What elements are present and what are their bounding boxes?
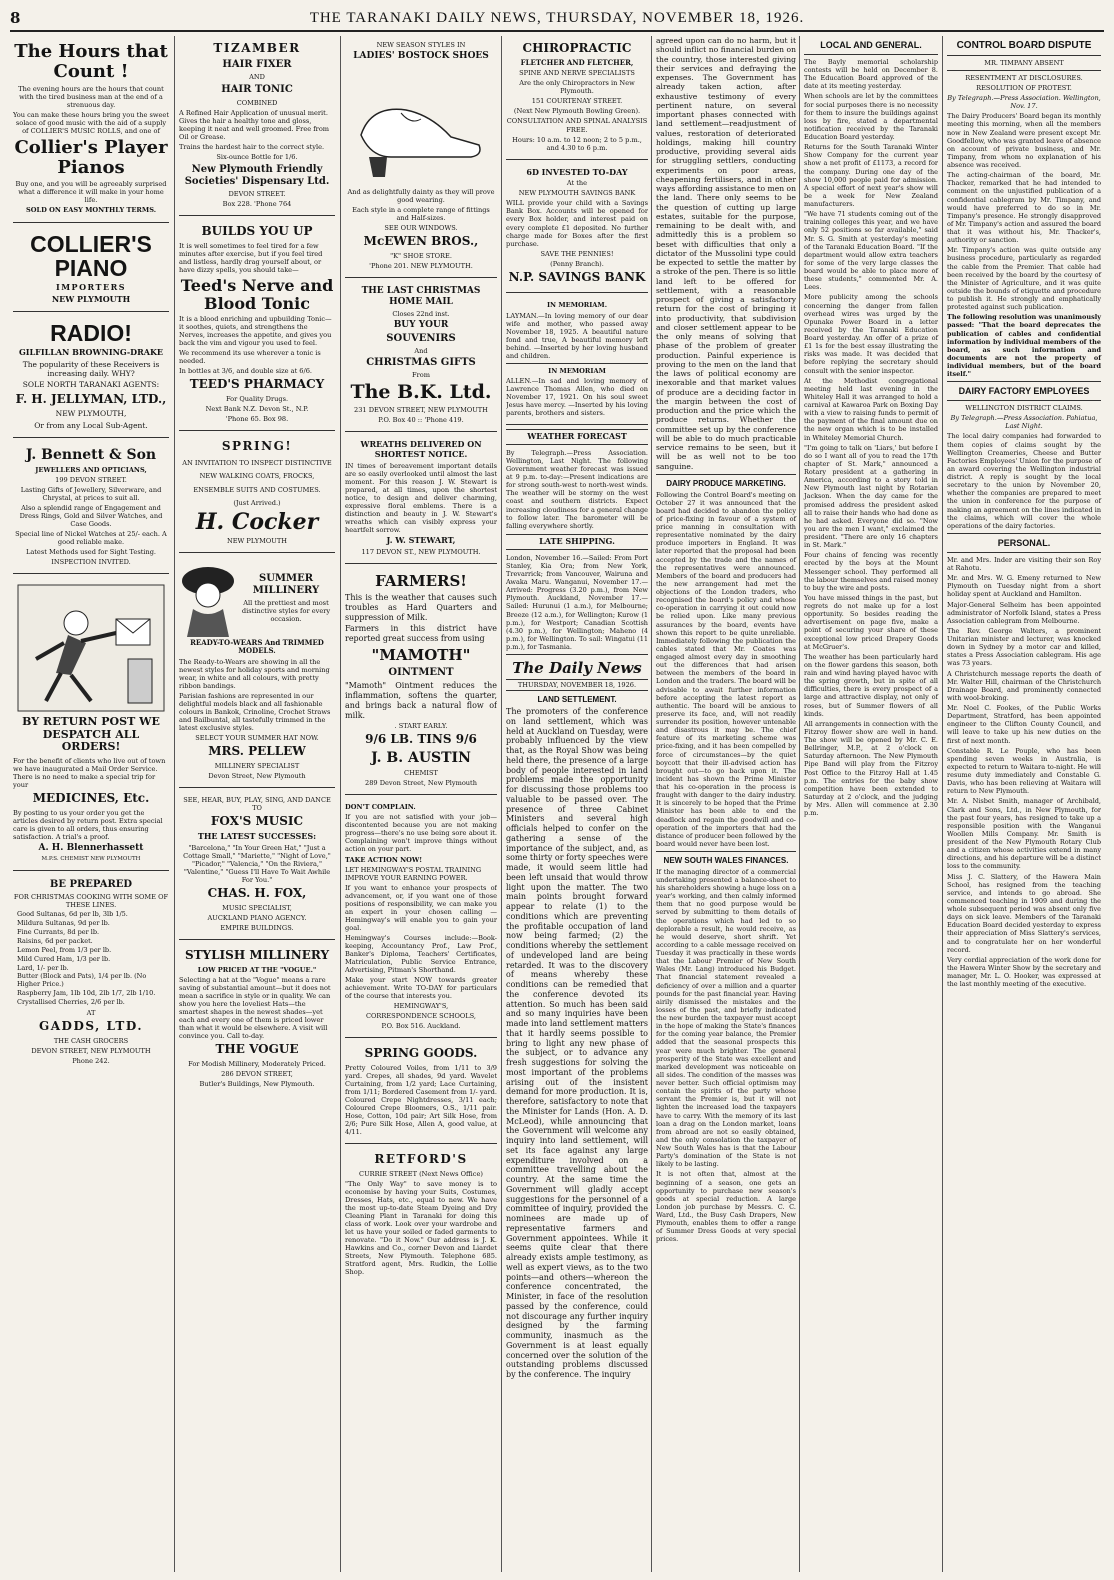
- ad-headline: SPRING GOODS.: [364, 1046, 478, 1061]
- editorial-nameplate: The Daily News: [512, 659, 642, 678]
- section-heading: PERSONAL.: [997, 537, 1051, 548]
- ad-headline: BE PREPARED: [49, 878, 133, 890]
- ad-text: This is the weather that causes such troubles as Hard Quarters and suppression of Milk.: [345, 593, 497, 622]
- list-item: Lard, 1/- per lb.: [17, 963, 69, 972]
- ad-text: "K" SHOE STORE.: [390, 251, 452, 260]
- ad-text: You can make these hours bring you the sweet solace of good music with the aid of a supply of COLLIER'S MUSIC ROLLS, and one of: [13, 110, 169, 135]
- ad-text: COMBINED: [236, 98, 278, 107]
- ad-brand: TIZAMBER: [213, 41, 301, 55]
- ad-text: Each style in a complete range of fittings and Half-sizes.: [352, 206, 490, 223]
- weather-forecast: [506, 429, 648, 530]
- ad-brand: New Plymouth Friendly Societies' Dispensary Ltd.: [184, 164, 330, 187]
- article-body: London, November 16.—Sailed: From Port Stanley, Kia Ora; from New York, Trevarrick; from Vancouver, Wairuna and Awaka Maru. Wanganui, November 17.—Arrived: Progress (3.20 p.m.), from New Plymouth. Auckland, November 17.—Sailed: Hurunui (1 a.m.), for Melbourne; Breeze (12 a.m.), for Wellington; Kurow (1 p.m.), for Westport; Canadian Scottish (4.30 p.m.), for Wellington; Maheno (4 p.m.), for Wellington. To sail: Wingatui (11 p.m.), for Tasmania.: [506, 553, 648, 651]
- mamoth-ointment-ad: [345, 567, 497, 795]
- ad-brand: FOX'S MUSIC: [210, 814, 304, 829]
- article-body: The Dairy Producers' Board began its monthly meeting this morning, when all the members now in New Zealand were present except Mr. Goodfellow, who was granted leave of absence on account of private business, and Mr. Timpany, from whom no explanation of his absence was received.: [947, 112, 1101, 170]
- ad-brand: J. Bennett & Son: [25, 446, 157, 463]
- blennerhassett-ad: [13, 577, 169, 871]
- article-body: It is not often that, almost at the beginning of a season, one gets an opportunity to purchase new season's goods at special reduction. A large London job purchase by Messrs. C. C. Ward, Ltd., the Busy Cash Drapers, New Plymouth, enables them to offer a range of Summer Dress Goods at very special prices.: [656, 1170, 796, 1244]
- ad-headline: SOUVENIRS: [386, 332, 456, 344]
- section-heading: WEATHER FORECAST: [506, 429, 648, 445]
- article-body: The acting-chairman of the board, Mr. Thacker, remarked that he had intended to comment on the unjustified publication of a confidential cablegram by Mr. Timpany, and would have preferred to do so in Mr. Timpany's presence. He strongly disapproved of Mr. Timpany's action and assured the board that it was without his, Mr. Thacker's, authority or sanction.: [947, 171, 1101, 245]
- ad-text: CONSULTATION AND SPINAL ANALYSIS FREE.: [506, 117, 648, 134]
- ad-text: NEW PLYMOUTH: [226, 536, 288, 545]
- ad-text: The Ready-to-Wears are showing in all the newest styles for holiday sports and morning wear, in white and all colours, with pretty ribbon bandings.: [179, 658, 330, 691]
- ad-sub: READY-TO-WEARS And TRIMMED MODELS.: [190, 637, 324, 656]
- news-item: Very cordial appreciation of the work done for the Hawera Winter Show by the secretary and manager, Mr. L. O. Hooker, was expressed at the last monthly meeting of the executive.: [947, 955, 1101, 989]
- memoriam-notices: [506, 296, 648, 424]
- shoe-illustration: [351, 65, 491, 185]
- ad-text: . START EARLY.: [394, 722, 448, 731]
- ad-text: 117 DEVON ST., NEW PLYMOUTH.: [361, 547, 481, 556]
- news-item: Mr. A. Nisbet Smith, manager of Archibald, Clark and Sons, Ltd., in New Plymouth, for the past four years, has resigned to take up a responsible position with the Wanganui Woollen Mills Company. Mr. Smith is president of the New Plymouth Rotary Club and a citizen whose activities extend in many directions, and his departure will be a distinct loss to the community.: [947, 797, 1101, 871]
- ad-text: (Just Arrived.): [233, 498, 281, 507]
- chiropractic-ad: [506, 36, 648, 160]
- ad-text: P.O. Box 516. Auckland.: [381, 1022, 461, 1031]
- news-item: Mr. and Mrs. Inder are visiting their son Roy at Rahotu.: [947, 555, 1101, 572]
- ad-text: Lasting Gifts of Jewellery, Silverware, and Chrystal, at prices to suit all.: [20, 485, 162, 502]
- ad-text: AUCKLAND PIANO AGENCY.: [207, 913, 307, 922]
- ad-text: CHEMIST: [404, 769, 438, 778]
- page-number: 8: [10, 8, 21, 27]
- section-heading: IN MEMORIAM: [548, 366, 606, 375]
- gadds-ad: [13, 874, 169, 1072]
- news-item: You have missed things in the past, but regrets do not make up for a lost opportunity. So besides reading the advertisement on page five, make a point of securing your share of these exceptional low priced Drapery Goods at McGruer's.: [804, 593, 938, 651]
- ad-text: All the prettiest and most distinctive styles for every occasion.: [241, 599, 331, 624]
- ad-headline: RADIO!: [50, 320, 132, 347]
- ad-headline: FARMERS!: [375, 571, 467, 590]
- ad-brand: N.P. SAVINGS BANK: [508, 269, 646, 284]
- ad-text: Or from any Local Sub-Agent.: [34, 420, 148, 430]
- ad-text: Phone 242.: [72, 1057, 110, 1066]
- column-2: [176, 36, 338, 1572]
- ad-text: From: [412, 371, 430, 380]
- section-heading: IN MEMORIAM.: [546, 301, 608, 310]
- ad-text: Pretty Coloured Voiles, from 1/11 to 3/9 yard. Crepes, all shades, 9d yard. Wavelet Curtaining, from 1/2 yard; Lace Curtaining, from 1/11; Bordered Casement from 1/- yard. Coloured Crepe Nightdresses, 3/11 each; Coloured Crepe Bloomers, O.S., 1/11 pair. Hose, Cotton, 10d pair; Art Silk Hose, from 2/6; Pure Silk Hose, Allen A, good value, at 4/11.: [345, 1063, 497, 1137]
- ad-text: For Modish Millinery, Moderately Priced.: [188, 1059, 326, 1068]
- ad-text: It is a blood enriching and upbuilding Tonic—it soothes, quiets, and strengthens the Nerves, increases the appetite, and gives you back the vim and vigour you used to feel.: [179, 315, 332, 348]
- news-item: "I'm going to talk on 'Liars,' but before I do so I want all of you to read the 17th chapter of St. Mark," announced a Rotary president at a gathering in America, according to a story told in New Plymouth last night by Rotarian Jackson. When the day came for the promised address the president asked all to raise their hands who had done as he had asked. Everyone did so. "Now you are the men I want," exclaimed the president. "There are only 16 chapters in St. Mark.": [804, 443, 938, 550]
- ad-text: AN INVITATION TO INSPECT DISTINCTIVE NEW WALKING COATS, FROCKS, ENSEMBLE SUITS AND COSTUMES.: [182, 459, 332, 494]
- article-body: Mr. Timpany's action was quite outside any business procedure, particularly as regarded the cable from the Premier. That cable had been received by the board by the courtesy of the Minister of Agriculture, and it was quite outside the bounds of etiquette and procedure to publish it. He strongly and emphatically protested against such publication.: [947, 246, 1101, 312]
- list-item: Raspberry Jam, 1lb 10d, 2lb 1/7, 2lb 1/10.: [17, 989, 156, 998]
- article-body: agreed upon can do no harm, but it should inflict no financial burden on the country, those interested giving their services and defraying the expenses. The Government has already taken action, after exhaustive testimony of every pertinent nature, on several important phases connected with land settlement—readjustment of values, restoration of deteriorated holdings, making hill country productive, providing several aids for struggling settlers, conducting experiments on poor areas, cheapening fertilisers, and in other ways affording assistance to men on the land. There only seems to be the question of cutting up large estates, suitable for the purpose, remaining to be dealt with, and admittedly this is a problem so beset with difficulties that only a dictator of the Mussolini type could be expected to settle the matter by a stroke of the pen. There is so little land left to be offered for settlement, with a reasonable prospect of giving a satisfactory return for the cost of bringing it into productivity, that subdivision and closer settlement appear to be the only means of solving that phase of the problem of greater production. Painful experience is proving to the men on the land that the laws of political economy are inexorable and that market values of produce are a deciding factor in the margin between the cost of production and the price which the produce returns. Whether the committee set up by the conference will be able to do much practicable service remains to be seen, but it will be as well not to be too sanguine.: [656, 36, 796, 471]
- ad-brand: H. Cocker: [195, 508, 319, 535]
- column-5: [653, 36, 799, 1572]
- ad-text: 151 COURTENAY STREET.: [531, 97, 623, 106]
- news-item: Miss J. C. Slattery, of the Hawera Main School, has resigned from the teaching service, and intends to go abroad. She commenced teaching in 1909 and during the whole subsequent period was absent only five days on sick leave. Members of the Taranaki Education Board decided yesterday to express their appreciation of Miss Slattery's services, and to congratulate her on her wonderful record.: [947, 872, 1101, 954]
- ad-brand: "MAMOTH": [371, 645, 471, 664]
- ad-headline: THE LAST CHRISTMAS HOME MAIL: [361, 286, 481, 307]
- vogue-ad: [179, 943, 335, 1095]
- ad-brand: HEMINGWAY'S,: [393, 1002, 449, 1011]
- news-item: When schools are let by the committees for social purposes there is no necessity for them to insure the buildings against loss by fire, stated a departmental notification received by the Taranaki Education Board yesterday.: [804, 92, 938, 142]
- news-item: Constable R. Le Pouple, who has been spending seven weeks in Australia, is expected to return to Waitara to-night. He will resume duty immediately and Constable G. Davis, who has been relieving at Waitara will return to New Plymouth.: [947, 746, 1101, 796]
- ad-text: SELECT YOUR SUMMER HAT NOW.: [195, 734, 319, 743]
- column-7: [944, 36, 1104, 1572]
- ad-brand: COLLIER'S PIANO: [30, 230, 152, 281]
- mcewen-shoes-ad: [345, 36, 497, 278]
- ad-text: And: [414, 347, 428, 356]
- ad-text: Buy one, and you will be agreeably surprised what a difference it will make in your home life.: [15, 180, 167, 205]
- ad-brand: A. H. Blennerhassett: [38, 843, 144, 854]
- ad-text: Box 228. 'Phone 764: [222, 200, 292, 209]
- ad-headline: STYLISH MILLINERY: [184, 947, 330, 962]
- article-subhead: RESENTMENT AT DISCLOSURES.: [965, 74, 1083, 83]
- ad-headline: BUILDS YOU UP: [201, 224, 313, 239]
- stewart-wreaths-ad: [345, 435, 497, 564]
- article-body: Following the Control Board's meeting on October 27 it was announced that the board had decided to abandon the policy of price-fixing in favour of a system of price manning in consultation with representative nominated by the dairy produce importers in England. It was later reported that the proposal had been accepted by the trade and the names of the representatives were announced. Members of the board and producers had the new arrangement had met the objections of the London traders, who recognised the board's policy and whose co-operation in carrying it out could now be relied upon. Like many previous assurances by the board, events have shown this report to be quite unreliable. Immediately following the publication the cables stated that Mr. Coates was engaged almost every day in smoothing out the differences that had arisen between the members of the board in London and the traders. The board will be advisable to await further information before accepting the latest report as authentic. The board will be anxious to preserve its face, and, will not readily surrender its position, however untenable and disastrous it may be. The chief feature of its marketing scheme was price-fixing, and it has been compelled by force of circumstances—by the quiet boycott that their ill-advised action has brought out—to go back upon it. The incident has shown the Prime Minister that his co-operation in the process is fraught with danger to the dairy industry. It is sincerely to be hoped that the Prime Minister has been able to end the deadlock and regain the goodwill and co-operation of the importers that had the distance of producer been followed by the board would never have been lost.: [656, 490, 796, 848]
- ad-text: And as delightfully dainty as they will prove good wearing.: [347, 188, 495, 205]
- article-headline: DAIRY FACTORY EMPLOYEES: [958, 386, 1090, 397]
- ad-text: In bottles at 3/6, and double size at 6/6.: [179, 367, 313, 376]
- ad-text: Hours: 10 a.m. to 12 noon; 2 to 5 p.m., and 4.30 to 6 p.m.: [512, 135, 642, 152]
- ad-brand: CHAS. H. FOX,: [207, 885, 307, 900]
- article-headline: DAIRY PRODUCE MARKETING.: [666, 478, 786, 488]
- ad-text: 289 Devon Street, New Plymouth: [365, 779, 477, 788]
- article-byline: By Telegraph.—Press Association. Wellington, Nov. 17.: [947, 94, 1101, 111]
- column-4: [503, 36, 651, 1572]
- ad-sub: THE LATEST SUCCESSES:: [197, 831, 317, 842]
- ad-headline: 6D INVESTED TO-DAY: [526, 166, 628, 177]
- news-item: The Rev. George Walters, a prominent Unitarian minister and lecturer, was knocked down in Sydney by a motor car and killed, states a Press Association cablegram. His age was 73 years.: [947, 626, 1101, 668]
- ad-headline: HAIR TONIC: [221, 84, 293, 96]
- ad-text: "The Only Way" to save money is to economise by having your Suits, Costumes, Dresses, Hats, etc., equal to new. We have the most up-to-date Steam Dyeing and Dry Cleaning Plant in Taranaki for doing this class of work. Look over your wardrobe and let us have your soiled or faded garments to renovate. "Do it Now." Our address is J. K. Hawkins and Co., corner Devon and Liardet Streets, New Plymouth. Telephone 685. Stratford agent, Mrs. Rudkin, the Lollie Shop.: [345, 1180, 497, 1277]
- ad-headline: HAIR FIXER: [222, 58, 292, 70]
- list-item: Crystallised Cherries, 2/6 per lb.: [17, 998, 125, 1007]
- article-body: The local dairy companies had forwarded to them copies of claims sought by the Wellington Creameries, Cheese and Butter Factories Employees' Union for the purpose of an award covering the Wellington industrial district. A reply is sought by the local secretary to the union by November 20, whether the companies are prepared to meet the union in conference for the purpose of making an agreement on the lines indicated in the claims, which will cover the whole operations of the dairy factories.: [947, 432, 1101, 530]
- radio-ad: [13, 315, 169, 437]
- ad-text: MILLINERY SPECIALIST: [214, 762, 300, 771]
- ad-headline: LADIES' BOSTOCK SHOES: [353, 51, 489, 62]
- news-item: Returns for the South Taranaki Winter Show Company for the current year show a net profit of £1173, a record for the company. During one day of the show 10,000 people paid for admission. A special effort of next year's show will be a week for New Zealand manufacturers.: [804, 143, 938, 209]
- ad-text: A Refined Hair Application of unusual merit. Gives the hair a healthy tone and gloss, keeping it neat and well groomed. Free from Oil or Grease.: [179, 108, 330, 141]
- ad-headline: CHRISTMAS GIFTS: [366, 357, 476, 369]
- ad-text: P.O. Box 40 :: 'Phone 419.: [378, 416, 464, 425]
- ad-text: Closes 22nd inst.: [392, 309, 450, 318]
- ad-headline: MEDICINES, Etc.: [32, 791, 150, 806]
- ad-text: If you are not satisfied with your job—discontented because you are not making progress—there's no use being sore about it. Complaining won't improve things without action on your part.: [345, 813, 497, 854]
- teeds-tonic-ad: [179, 219, 335, 431]
- ad-text: Latest Methods used for Sight Testing.: [25, 548, 157, 557]
- ad-text: Farmers in this district have reported great success from using: [345, 624, 497, 644]
- ad-text: Special line of Nickel Watches at 25/- each. A good reliable make.: [15, 529, 167, 547]
- editorial-date: THURSDAY, NOVEMBER 18, 1926.: [506, 679, 648, 691]
- ad-brand: J. W. STEWART,: [386, 535, 456, 546]
- ad-text: NEW PLYMOUTH SAVINGS BANK: [518, 189, 636, 198]
- ad-brand: RETFORD'S: [374, 1152, 468, 1167]
- late-shipping: [506, 534, 648, 651]
- list-item: Fine Currants, 8d per lb.: [17, 927, 100, 936]
- ad-sub: OINTMENT: [388, 667, 454, 679]
- newspaper-title: THE TARANAKI DAILY NEWS, THURSDAY, NOVEMBER 18, 1926.: [309, 9, 805, 26]
- ad-brand: Collier's Player Pianos: [14, 136, 168, 178]
- ad-text: Devon Street, New Plymouth: [208, 772, 306, 781]
- masthead: [10, 6, 1104, 32]
- ad-brand: McEWEN BROS.,: [363, 234, 479, 249]
- ad-text: Six-ounce Bottle for 1/6.: [216, 153, 298, 162]
- fox-music-ad: [179, 791, 335, 940]
- ad-headline: CHIROPRACTIC: [522, 41, 632, 55]
- hemingway-ad: [345, 798, 497, 1038]
- section-heading: LOCAL AND GENERAL.: [820, 40, 922, 50]
- ad-text: SEE OUR WINDOWS.: [384, 224, 458, 233]
- ad-headline: TAKE ACTION NOW!: [345, 855, 423, 864]
- article-body: If the managing director of a commercial undertaking presented a balance-sheet to his shareholders showing a huge loss on a year's working, and then calmly informed them that no good purpose would be served by submitting to them details of the operations which had led to so deplorable a result, he would receive, as he would deserve, short shrift. Yet according to a cable message received on Tuesday it was practically in these words that the Labour Premier of New South Wales (Mr. Lang) introduced his Budget. That financial statement revealed a deficiency of over a million and a quarter pounds for the past financial year. Having airily dismissed the mistakes and the losses of the past, and briefly indicated the new burden the taxpayer must accept in the hope of making the State's finances for the coming year balance, the Premier added that the seasonal prospects this year were much brighter. The general prosperity of the State was excellent and marked development was noticeable on all sides. The condition of the masses was never better. Such official optimism may contain the spirits of the party whose servant the Premier is, but it will not lighten the increased load the taxpayers have to carry. With the memory of its last loan a drag on the London market, loans from abroad are not so easily obtained, and the only consolation the taxpayer of New South Wales has is that the Labour Party's domination of the State is not likely to be lasting.: [656, 867, 796, 1169]
- ad-agent: F. H. JELLYMAN, LTD.,: [15, 391, 167, 406]
- ad-price: 9/6 LB. TINS 9/6: [365, 732, 477, 747]
- ad-text: FOR CHRISTMAS COOKING WITH SOME OF THESE LINES.: [13, 892, 169, 909]
- ad-brand: The B.K. Ltd.: [350, 381, 492, 404]
- ad-text: Selecting a hat at the "Vogue" means a rare saving of substantial amount—but it does not mean a sacrifice in style or in quality. We can show you here the loveliest Hats—the smartest shapes in the newest shades—yet each and every one of them is priced lower than what it would be elsewhere. A visit will convince you. Call to-day.: [179, 975, 331, 1040]
- colliers-player-ad: [13, 36, 169, 223]
- savings-bank-ad: [506, 163, 648, 294]
- notice-text: LAYMAN.—In loving memory of our dear wife and mother, who passed away November 18, 1925. A beautiful nature fond and true, A beautiful memory left behind. —Inserted by her loving husband and children.: [506, 311, 648, 360]
- ad-text: CURRIE STREET (Next News Office): [359, 1170, 483, 1179]
- list-item: Lemon Peel, from 1/3 per lb.: [17, 945, 112, 954]
- ad-text: Butler's Buildings, New Plymouth.: [199, 1079, 315, 1088]
- news-item: The Bayly memorial scholarship contests will be held on December 8. The Education Board approved of the date at its meeting yesterday.: [804, 57, 938, 91]
- column-6: [801, 36, 941, 1572]
- ad-text: LET HEMINGWAY'S POSTAL TRAINING IMPROVE YOUR EARNING POWER.: [345, 865, 482, 882]
- ad-brand: GADDS, LTD.: [38, 1019, 143, 1034]
- ad-text: Trains the hardest hair to the correct style.: [179, 142, 325, 151]
- news-item: At the Methodist congregational meeting held last evening in the Whiteley Hall it was arranged to hold a carnival at Kawaroa Park on Boxing Day with a view to raising funds to permit of the payment of the final amount due on the new organ which is to be installed in Whiteley Memorial Church.: [804, 376, 938, 442]
- list-item: Mildura Sultanas, 9d per lb.: [17, 918, 110, 927]
- column-1: [10, 36, 172, 1572]
- ad-sub: LOW PRICED AT THE "VOGUE.": [197, 965, 317, 974]
- ad-text: WILL provide your child with a Savings Bank Box. Accounts will be opened for every Box holder, and interest paid on every complete £1 deposited. No further charge made for Boxes after the first purchase.: [506, 199, 648, 248]
- news-item: Mr. and Mrs. W. G. Emeny returned to New Plymouth on Tuesday night from a short holiday spent at Auckland and Hamilton.: [947, 574, 1101, 599]
- ad-text: AT: [86, 1009, 96, 1018]
- ad-brand: FLETCHER AND FLETCHER,: [520, 57, 634, 67]
- article-byline: By Telegraph.—Press Association. Pahiatua, Last Night.: [950, 414, 1098, 431]
- ad-text: For the benefit of clients who live out of town we have inaugurated a Mail Order Service. There is no need to make a special trip for your: [13, 757, 166, 790]
- cocker-spring-ad: [179, 434, 335, 553]
- hat-lady-illustration: [179, 559, 237, 637]
- column-3: [342, 36, 500, 1572]
- ad-terms: SOLD ON EASY MONTHLY TERMS.: [25, 206, 157, 215]
- bk-souvenirs-ad: [345, 281, 497, 432]
- ad-text: 286 DEVON STREET,: [221, 1069, 293, 1078]
- ad-text: "Mamoth" Ointment reduces the inflammation, softens the quarter, and brings back a natural flow of milk.: [345, 681, 497, 720]
- article-body: By Telegraph.—Press Association. Wellington, Last Night. The following Government weather forecast was issued at 9 p.m. to-day:—Present indications are for strong south-west to north-west winds. The weather will be stormy on the west coast and southern districts. Expect increasing cloudiness for a general change to follow later. The barometer will be falling everywhere shortly.: [506, 448, 648, 530]
- ad-text: By posting to us your order you get the articles desired by return post. Extra special care is given to all orders, thus ensuring satisfaction. A trial's a proof.: [13, 808, 163, 842]
- ad-text: CORRESPONDENCE SCHOOLS,: [365, 1012, 477, 1021]
- news-item: More publicity among the schools concerning the danger from fallen overhead wires was urged by the Opunake Power Board in a letter received by the Taranaki Education Board yesterday. An offer of a prize of £1 1s for the best essay illustrating the risks was made. It was decided that before replying the secretary should consult with the senior inspector.: [804, 293, 938, 375]
- ad-text: MUSIC SPECIALIST,: [222, 903, 292, 912]
- pellew-millinery-ad: [179, 556, 335, 788]
- mail-runner-illustration: [16, 583, 166, 713]
- ad-headline: BY RETURN POST WE DESPATCH ALL ORDERS!: [22, 715, 160, 754]
- ad-location: NEW PLYMOUTH: [51, 293, 131, 304]
- ad-brand: GILFILLAN BROWNING-DRAKE: [18, 347, 164, 358]
- ad-text: The popularity of these Receivers is increasing daily. WHY?: [22, 360, 160, 379]
- article-subhead: MR. TIMPANY ABSENT: [984, 59, 1064, 68]
- ad-text: For Quality Drugs.: [225, 395, 289, 404]
- news-item: The weather has been particularly hard on the flower gardens this season, both rain and wind having played havoc with the spring growth, but in spite of all difficulties, there is every prospect of a large and attractive display, not only of roses, but of Summer flowers of all kinds.: [804, 652, 938, 718]
- ad-text: IN times of bereavement important details are so easily overlooked until almost the last moment. For this reason J. W. Stewart is prepared, at all times, upon the shortest notice, to design and deliver charming, expressive floral emblems. There is a distinction and beauty in J. W. Stewart's wreaths which can visibly express your heartfelt sorrow.: [345, 461, 497, 535]
- ad-text: It is well sometimes to feel tired for a few minutes after exercise, but if you feel tired and listless, hardly drag yourself about, or have dizzy spells, you should take—: [179, 241, 323, 274]
- ad-headline: The Hours that Count !: [14, 41, 168, 82]
- ad-headline: BUY YOUR: [393, 319, 449, 330]
- list-item: Good Sultanas, 6d per lb, 3lb 1/5.: [17, 910, 128, 918]
- ad-text: INSPECTION INVITED.: [51, 558, 131, 567]
- article-subhead: RESOLUTION OF PROTEST.: [976, 84, 1072, 93]
- ad-text: EMPIRE BUILDINGS.: [220, 923, 294, 932]
- ad-headline: WREATHS DELIVERED ON SHORTEST NOTICE.: [360, 439, 482, 460]
- ad-sub: JEWELLERS AND OPTICIANS,: [35, 465, 147, 474]
- ad-text: NEW SEASON STYLES IN: [376, 41, 466, 49]
- article-headline: CONTROL BOARD DISPUTE: [956, 40, 1092, 51]
- ad-brand: MRS. PELLEW: [208, 744, 306, 759]
- ad-brand: Teed's Nerve and Blood Tonic: [180, 276, 334, 313]
- news-item: All arrangements in connection with the Fitzroy flower show are well in hand. The show will be opened by Mr. C. E. Bellringer, M.P., at 2 o'clock on Saturday afternoon. The New Plymouth Pipe Band will play from the Fitzroy Post Office to the Fitzroy Hall at 1.45 p.m. The entries for the baby show competition have been extended to Saturday at 2 o'clock, and the judging by Mrs. Allen will commence at 2.30 p.m.: [804, 719, 938, 818]
- ad-text: 'Phone 201. NEW PLYMOUTH.: [369, 261, 473, 270]
- ad-text: 231 DEVON STREET, NEW PLYMOUTH: [354, 406, 488, 415]
- retfords-ad: [345, 1147, 497, 1283]
- tizamber-ad: [179, 36, 335, 216]
- ad-text: At the: [566, 179, 588, 188]
- ad-sub: IMPORTERS: [55, 281, 127, 292]
- list-item: Butter (Block and Pats), 1/4 per lb. (No Higher Price.): [17, 972, 147, 989]
- ad-text: AND: [249, 73, 265, 82]
- ad-text: The evening hours are the hours that count with the tired business man at the end of a strenuous day.: [18, 84, 164, 109]
- ad-text: (Penny Branch).: [550, 259, 604, 268]
- ad-text: 'Phone 65. Box 98.: [225, 415, 289, 424]
- spring-goods-ad: [345, 1041, 497, 1144]
- ad-text: SPINE AND NERVE SPECIALISTS: [519, 69, 635, 78]
- ad-brand: THE VOGUE: [215, 1041, 299, 1056]
- news-item: "We have 71 students coming out of the training colleges this year, and we have only 52 positions so far available," said Mr. S. G. Smith at yesterday's meeting of the Taranaki Education Board. "If the department would allow extra teachers for some of the very large classes the board would be able to place more of these students," commented Mr. A. Lees.: [804, 210, 938, 292]
- ad-headline: SPRING!: [221, 439, 293, 454]
- ad-text: THE CASH GROCERS: [53, 1036, 129, 1045]
- ad-headline: SUMMER MILLINERY: [252, 573, 320, 596]
- news-item: Four chains of fencing was recently erected by the boys at the Mount Messenger school. They performed all the labour themselves and raised money to buy the wire and posts.: [804, 551, 938, 592]
- ad-text: SOLE NORTH TARANAKI AGENTS:: [22, 380, 160, 390]
- news-item: A Christchurch message reports the death of Mr. Walter Hill, chairman of the Christchurch Drainage Board, and prominently connected with wool-broking.: [947, 669, 1101, 702]
- ad-headline: DON'T COMPLAIN.: [345, 803, 416, 812]
- ad-brand: TEED'S PHARMACY: [189, 377, 325, 392]
- ad-text: If you want to enhance your prospects of advancement, or, if you want one of those positions of responsibility, we can make you an expert in your chosen calling — Hemingway's will enable you to gain your goal.: [345, 883, 497, 932]
- article-headline: NEW SOUTH WALES FINANCES.: [663, 856, 789, 865]
- ad-text: M.P.S. CHEMIST NEW PLYMOUTH: [41, 856, 141, 863]
- ad-text: Are the only Chiropractors in New Plymouth.: [519, 79, 635, 96]
- bennett-ad: [13, 441, 169, 574]
- colliers-piano-ad: [13, 226, 169, 313]
- ad-text: Parisian fashions are represented in our delightful models black and all fashionable colours in Bankok, Crinoline, Crochet Straws and Bailbuntal, all tastefully trimmed in the latest exclusive styles.: [179, 692, 331, 733]
- list-item: Raisins, 6d per packet.: [17, 936, 93, 945]
- news-item: Major-General Selheim has been appointed administrator of Norfolk Island, states a Press Association cablegram from Melbourne.: [947, 600, 1101, 625]
- ad-text: Next Bank N.Z. Devon St., N.P.: [205, 405, 309, 414]
- ad-text: Hemingway's Courses include:—Book-keeping, Accountancy Prof., Law Prof., Banker's Diploma, Teachers' Certificates, Matriculation, Public Service Entrance, Advertising, Pitman's Shorthand.: [345, 933, 497, 974]
- notice-text: ALLEN.—In sad and loving memory of Lawrence Thomas Allen, who died on November 17, 1921. On his soul sweet Jesus have mercy. —Inserted by his loving parents, brothers and sisters.: [506, 376, 648, 417]
- ad-text: "Barcelona," "In Your Green Hat," "Just a Cottage Small," "Mariette," "Night of Love," "Picador," "Valencia," "On the Riviera," "Valentine," "Guess I'll Have To Wait Awhile For You.": [183, 843, 331, 884]
- ad-text: (Next New Plymouth Bowling Green).: [513, 107, 641, 116]
- ad-text: Make your start NOW towards greater achievement. Write TO-DAY for particulars of the course that interests you.: [345, 975, 497, 1001]
- ad-text: 199 DEVON STREET.: [55, 475, 127, 484]
- ad-text: We recommend its use wherever a tonic is needed.: [179, 349, 321, 366]
- ad-brand: J. B. AUSTIN: [371, 750, 471, 767]
- grocery-list: [13, 911, 169, 1007]
- article-headline: LAND SETTLEMENT.: [537, 695, 617, 705]
- ad-text: SAVE THE PENNIES!: [540, 249, 614, 258]
- ad-text: SEE, HEAR, BUY, PLAY, SING, AND DANCE TO: [183, 796, 331, 813]
- ad-text: DEVON STREET, NEW PLYMOUTH: [31, 1047, 151, 1055]
- article-body: The following resolution was unanimously passed: "That the board deprecates the publication of cables and confidential information by individual members of the board, as such information and documents are not the property of individual members, but of the board itself.": [947, 313, 1101, 379]
- section-heading: LATE SHIPPING.: [506, 534, 648, 550]
- article-body: The promoters of the conference on land settlement, which was held at Auckland on Tuesday, were probably influenced by the view that, as the Royal Show was being held there, the presence of a large body of people interested in land problems made the opportunity for discussing those problems too valuable to be passed over. The presence of three Cabinet Ministers and several high officials helped to confer on the gathering a sense of the importance of the subject, and, as some thirty or forty speeches were made, it would seem little had been left unsaid that would throw light upon the matter. The two main points brought forward appear to relate (1) to the conditions which are preventing the profitable occupation of land now being farmed; (2) the conditions whereby the settlement of undeveloped land are being retarded. It was to the discovery of means whereby these conditions can be remedied that the conference devoted its attention. So much has been said and so many inquiries have been made into land settlement matters that it hardly seems possible to bring to light any new phase of the subject, or to advance any fresh suggestions for solving the most important of the problems arising out of the insistent demand for more production. It is, therefore, satisfactory to note that the Minister for Lands (Hon. A. D. McLeod), while announcing that the Government will welcome any inquiry into land settlement, will set its face against any large expenditure involved on a committee travelling about the country. At the same time the Government will gladly accept suggestions for the personnel of a committee of inquiry, provided the nominees are made up of representative farmers and Government appointees. While it seems quite clear that there already exists ample testimony, as well as expert views, as to the two points—and others—whereon the conference concentrated, the Minister, in face of the resolution passed by the conference, could not discourage any further inquiry designed by the farming community, inasmuch as the Government is at least equally concerned over the solution of the outstanding problems discussed by the conference. The inquiry: [506, 707, 648, 1380]
- ad-text: NEW PLYMOUTH,: [55, 409, 127, 419]
- list-item: Mild Cured Ham, 1/3 per lb.: [17, 954, 111, 963]
- ad-text: DEVON STREET.: [228, 190, 286, 199]
- news-item: Mr. Noel C. Fookes, of the Public Works Department, Stratford, has been appointed engineer to the Clifton County Council, and will leave to take up his new duties on the first of next month.: [947, 704, 1101, 745]
- ad-text: Also a splendid range of Engagement and Dress Rings, Gold and Silver Watches, and Case Goods.: [19, 503, 163, 528]
- article-subhead: WELLINGTON DISTRICT CLAIMS.: [965, 404, 1083, 413]
